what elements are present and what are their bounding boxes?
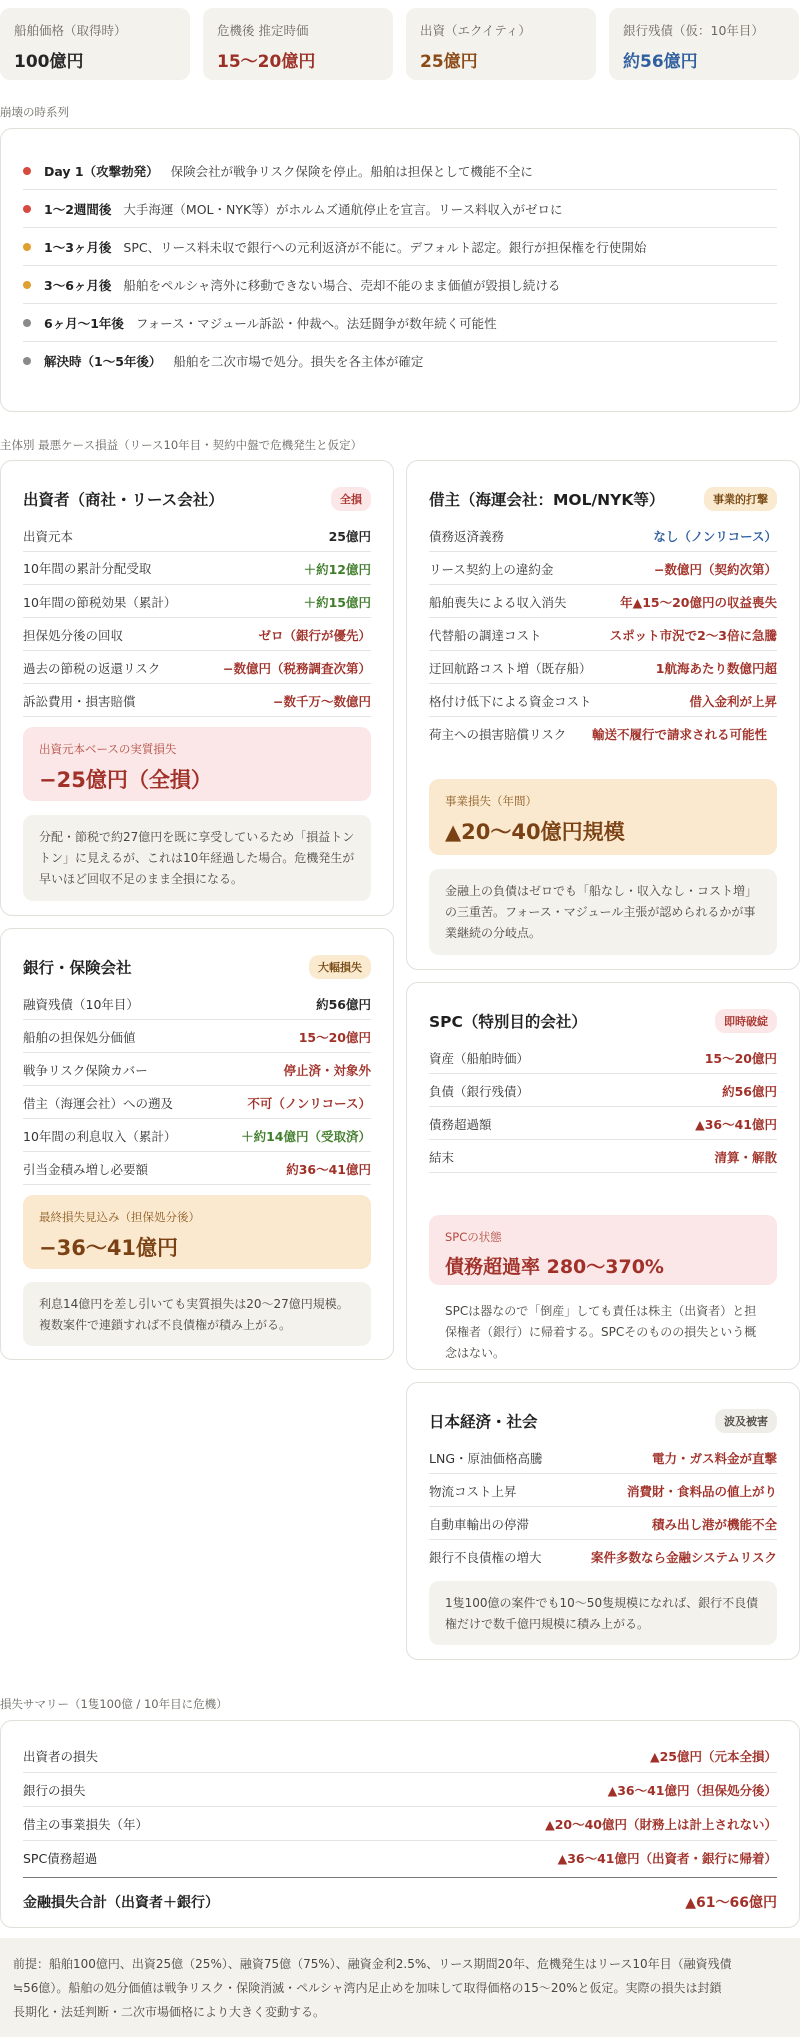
row-key: 借主の事業損失（年） [23,1816,149,1832]
row-key: 船舶喪失による収入消失 [429,595,567,610]
card-title: SPC（特別目的会社） [429,1013,587,1031]
data-row [429,684,777,717]
highlight-value: ▲20〜40億円規模 [445,820,625,844]
data-row [429,1441,777,1474]
card-note: 利息14億円を差し引いても実質損失は20〜27億円規模。複数案件で連鎖すれば不良債権が積み上がる。 [23,1282,371,1346]
status-badge: 波及被害 [715,1409,777,1433]
loss-highlight [23,727,371,801]
row-value: ▲36〜41億円（出資者・銀行に帰着） [557,1851,777,1866]
row-value: ▲36〜41億円 [695,1117,777,1132]
assumptions-footnote [0,1938,800,2037]
row-key: 訴訟費用・損害賠償 [23,694,136,709]
data-row [23,618,371,651]
timeline-text: 保険会社が戦争リスク保険を停止。船舶は担保として機能不全に [170,163,533,179]
data-row [429,651,777,684]
status-dot-icon [23,281,31,289]
data-row [429,1507,777,1540]
row-key: 借主（海運会社）への遡及 [23,1096,174,1111]
borrower-card [406,460,800,970]
data-row [23,1053,371,1086]
card-note: 1隻100億の案件でも10〜50隻規模になれば、銀行不良債権だけで数千億円規模に積み上がる。 [429,1581,777,1645]
stat-value: 25億円 [420,52,478,72]
timeline-label: 6ヶ月〜1年後 [44,315,124,331]
status-badge: 全損 [331,487,371,511]
row-value: スポット市況で2〜3倍に急騰 [609,628,777,643]
data-row [23,552,371,585]
row-key: 債務超過額 [429,1117,492,1132]
card-note: 分配・節税で約27億円を既に享受しているため「損益トントン」に見えるが、これは10年経過した場合。危機発生が早いほど回収不足のまま全損になる。 [23,815,371,901]
row-value: 積み出し港が機能不全 [651,1517,777,1532]
status-dot-icon [23,205,31,213]
timeline [0,128,800,412]
data-row [429,1540,777,1573]
row-key: 出資者の損失 [23,1748,99,1764]
highlight-label: SPCの状態 [445,1230,502,1244]
investor-card [0,460,394,916]
card-header [429,1009,777,1033]
highlight-value: −25億円（全損） [39,768,212,792]
row-key: 10年間の累計分配受取 [23,561,152,576]
data-row [429,1474,777,1507]
card-note: SPCは器なので「倒産」しても責任は株主（出資者）と担保権者（銀行）に帰着する。SPCそのものの損失という概念はない。 [445,1304,757,1360]
row-value: 約36〜41億円 [286,1162,371,1177]
data-row [23,519,371,552]
row-key: 10年間の利息収入（累計） [23,1129,177,1144]
data-row [23,585,371,618]
row-value: 年▲15〜20億円の収益喪失 [620,595,777,610]
summary-total-row [23,1877,777,1925]
row-key: 銀行不良債権の増大 [429,1550,542,1565]
status-badge: 即時破綻 [715,1009,777,1033]
total-key: 金融損失合計（出資者＋銀行） [23,1894,219,1911]
row-value: 停止済・対象外 [283,1063,371,1078]
timeline-label: 3〜6ヶ月後 [44,277,112,293]
stat-label: 銀行残債（仮：10年目） [623,23,764,38]
data-rows [429,1041,777,1173]
row-key: 担保処分後の回収 [23,628,124,643]
row-key: 負債（銀行残債） [429,1084,530,1099]
row-key: 船舶の担保処分価値 [23,1030,136,1045]
card-title: 出資者（商社・リース会社） [23,491,224,509]
stat-label: 危機後 推定時価 [217,23,309,38]
row-value: 借入金利が上昇 [689,694,777,709]
stat-bank-debt [609,8,799,80]
row-value: ▲25億円（元本全損） [649,1748,777,1764]
row-value: ＋約14億円（受取済） [241,1129,371,1144]
row-value: −数千万〜数億円 [273,694,371,709]
row-value: ▲20〜40億円（財務上は計上されない） [545,1816,777,1832]
row-value: −数億円（契約次第） [654,562,777,577]
timeline-text: 船舶をペルシャ湾外に移動できない場合、売却不能のまま価値が毀損し続ける [123,277,561,293]
data-rows [429,1441,777,1573]
spc-card [406,982,800,1370]
row-key: 銀行の損失 [23,1782,86,1798]
stats-row [0,8,800,82]
summary-title: 損失サマリー（1隻100億 / 10年目に危機） [0,1697,228,1711]
row-key: 物流コスト上昇 [429,1484,517,1499]
row-value: 1航海あたり数億円超 [655,661,777,676]
timeline-label: 1〜3ヶ月後 [44,239,112,255]
card-note: 金融上の負債はゼロでも「船なし・収入なし・コスト増」の三重苦。フォース・マジュール主張が認められるかが事業継続の分岐点。 [429,869,777,955]
timeline-item [23,342,777,380]
row-key: 荷主への損害賠償リスク [429,727,567,742]
timeline-label: 1〜2週間後 [44,201,112,217]
footnote-line: 前提：船舶100億円、出資25億（25%）、融資75億（75%）、融資金利2.5%、リース期間20年、危機発生はリース10年目（融資残債 [13,1957,732,1971]
row-key: 自動車輸出の停滞 [429,1517,530,1532]
row-key: 迂回航路コスト増（既存船） [429,661,592,676]
row-value: 15〜20億円 [704,1051,777,1066]
highlight-label: 最終損失見込み（担保処分後） [39,1210,200,1224]
summary-row [23,1773,777,1807]
row-value: 消費財・食料品の値上がり [626,1484,777,1499]
timeline-item [23,228,777,266]
data-row [429,1107,777,1140]
footnote-line: 長期化・法廷判断・二次市場価格により大きく変動する。 [13,2005,326,2019]
card-header [429,1409,777,1433]
row-key: 資産（船舶時価） [429,1051,530,1066]
stat-ship-price [0,8,190,80]
card-header [23,487,371,511]
card-title: 日本経済・社会 [429,1413,538,1431]
row-value: ▲36〜41億円（担保処分後） [607,1782,777,1798]
data-row [23,684,371,717]
timeline-text: フォース・マジュール訴訟・仲裁へ。法廷闘争が数年続く可能性 [135,315,497,331]
row-value: 約56億円 [316,997,371,1012]
data-row [23,1152,371,1185]
row-key: 戦争リスク保険カバー [23,1063,148,1078]
row-key: 格付け低下による資金コスト [429,694,592,709]
status-dot-icon [23,243,31,251]
row-key: SPC債務超過 [23,1851,98,1866]
timeline-item [23,190,777,228]
summary-row [23,1739,777,1773]
row-value: −数億円（税務調査次第） [223,661,371,676]
row-value: 清算・解散 [714,1150,777,1165]
loss-summary [0,1720,800,1928]
row-key: 結末 [429,1150,455,1165]
status-dot-icon [23,167,31,175]
stat-crisis-value [203,8,393,80]
total-value: ▲61〜66億円 [685,1894,777,1911]
card-header [23,955,371,979]
row-value: 約56億円 [722,1084,777,1099]
status-highlight [429,1215,777,1285]
timeline-title: 崩壊の時系列 [0,105,69,119]
loss-highlight [23,1195,371,1269]
data-row [429,1140,777,1173]
data-row [23,987,371,1020]
row-key: 融資残債（10年目） [23,997,139,1012]
row-value: ゼロ（銀行が優先） [258,628,371,643]
highlight-label: 事業損失（年間） [445,794,537,808]
timeline-text: SPC、リース料未収で銀行への元利返済が不能に。デフォルト認定。銀行が担保権を行使開始 [123,239,647,255]
data-row [23,651,371,684]
data-rows [429,519,777,769]
row-key: 10年間の節税効果（累計） [23,595,177,610]
stat-label: 出資（エクイティ） [420,23,531,38]
status-dot-icon [23,319,31,327]
row-value: 輸送不履行で請求される可能性 [592,727,768,742]
timeline-label: 解決時（1〜5年後） [44,354,162,369]
row-value: 不可（ノンリコース） [247,1096,371,1111]
data-row [429,585,777,618]
row-value: 15〜20億円 [298,1030,371,1045]
row-value: 電力・ガス料金が直撃 [651,1451,777,1466]
row-value: なし（ノンリコース） [653,529,777,544]
card-title: 銀行・保険会社 [23,959,132,977]
stat-label: 船舶価格（取得時） [14,23,127,38]
row-key: 過去の節税の返還リスク [23,661,161,676]
data-row [23,1020,371,1053]
timeline-label: Day 1（攻撃勃発） [44,163,159,179]
data-row [429,519,777,552]
row-value: 25億円 [328,529,371,544]
summary-row [23,1841,777,1875]
timeline-item [23,266,777,304]
stat-value: 約56億円 [623,52,698,72]
data-rows [23,519,371,717]
status-badge: 事業的打撃 [704,487,777,511]
data-row [23,1119,371,1152]
summary-row [23,1807,777,1841]
stat-value: 100億円 [14,52,84,72]
bank-card [0,928,394,1360]
losses-title: 主体別 最悪ケース損益（リース10年目・契約中盤で危機発生と仮定） [0,438,363,452]
row-value: ＋約15億円 [303,595,371,610]
data-row [23,1086,371,1119]
stat-value: 15〜20億円 [217,52,316,72]
row-key: LNG・原油価格高騰 [429,1451,543,1466]
data-row [429,552,777,585]
stat-equity [406,8,596,80]
row-key: リース契約上の違約金 [429,562,554,577]
status-badge: 大幅損失 [309,955,371,979]
data-row [429,717,777,769]
data-rows [23,987,371,1185]
row-key: 代替船の調達コスト [429,628,542,643]
data-row [429,1041,777,1074]
row-key: 債務返済義務 [429,529,505,544]
row-key: 引当金積み増し必要額 [23,1162,149,1177]
timeline-item [23,152,777,190]
loss-highlight [429,779,777,855]
card-header [429,487,777,511]
status-dot-icon [23,357,31,365]
footnote-line: ≒56億）。船舶の処分価値は戦争リスク・保険消滅・ペルシャ湾内足止めを加味して取得価格の15〜20%と仮定。実際の損失は封鎖 [13,1981,722,1995]
highlight-value: −36〜41億円 [39,1236,179,1260]
data-row [429,1074,777,1107]
highlight-value: 債務超過率 280〜370% [445,1256,664,1278]
card-title: 借主（海運会社：MOL/NYK等） [429,491,665,509]
japan-card [406,1382,800,1660]
row-value: 案件多数なら金融システムリスク [590,1550,777,1565]
highlight-label: 出資元本ベースの実質損失 [39,742,177,756]
timeline-text: 大手海運（MOL・NYK等）がホルムズ通航停止を宣言。リース料収入がゼロに [123,201,563,217]
data-row [429,618,777,651]
timeline-item [23,304,777,342]
row-value: ＋約12億円 [303,562,371,577]
timeline-text: 船舶を二次市場で処分。損失を各主体が確定 [173,354,424,369]
row-key: 出資元本 [23,529,74,544]
